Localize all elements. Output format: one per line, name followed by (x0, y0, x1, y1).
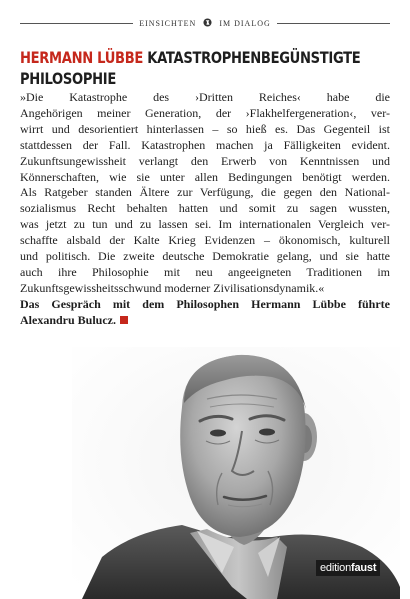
quote-line: sozialismus Recht behalten hatten und somit zu sagen wussten, (20, 201, 390, 216)
credit-line: Das Gespräch mit dem Philosophen Hermann Lübbe führte (20, 296, 390, 311)
series-label-left: EINSICHTEN (139, 19, 197, 28)
headline-line-1 (20, 48, 361, 67)
blurb-text (20, 90, 390, 329)
quote-line: Zukunftsgewissheitsschwund moderner Zivilisationsdynamik.« (20, 280, 325, 295)
quote-line: Könnerschaften, wie sie unter allen Bedingungen benötigt werden. (20, 169, 390, 184)
quote-line: wirrt und desorientiert hinterlassen – so hieß es. Das Gegenteil ist (20, 121, 390, 136)
series-rule-right (277, 23, 390, 24)
publisher-logo-part1: edition (320, 562, 352, 574)
publisher-logo-part2: faust (351, 562, 377, 574)
quote-line: auch ihre Philosophie mit neu angeeigneten Traditionen im (20, 264, 390, 279)
quote-line: »Die Katastrophe des ›Dritten Reiches‹ habe die (20, 90, 390, 104)
credit-line-text: Alexandru Bulucz. (20, 312, 117, 327)
faust-seal-icon (203, 18, 212, 27)
quote-line: stattdessen der Fall. Katastrophen machen ja Fälligkeiten evident. (20, 137, 390, 152)
quote-line: was jetzt zu tun und zu lassen sei. Im internationalen Vergleich ver- (20, 217, 390, 232)
end-square-icon (120, 316, 128, 324)
series-label-right: IM DIALOG (219, 19, 271, 28)
publisher-logo (316, 560, 380, 576)
quote-line: schaffte alsbald der Kalte Krieg Evidenzen – ökonomisch, kulturell (20, 233, 390, 248)
author-name: HERMANN LÜBBE (20, 48, 144, 67)
book-title-part-1: KATASTROPHENBEGÜNSTIGTE (147, 48, 361, 67)
credit-line-last (20, 313, 390, 329)
book-title-part-2: PHILOSOPHIE (20, 69, 116, 88)
series-rule-left (20, 23, 133, 24)
series-label (138, 18, 272, 28)
quote-line: Zukunftsungewissheit verlangt den Erwerb von Kenntnissen und (20, 153, 390, 168)
series-header (20, 17, 390, 31)
quote-line: Als Ratgeber standen Ältere zur Verfügung, die gegen den National- (20, 185, 390, 200)
quote-line: Angehörigen meiner Generation, der ›Flakhelfergeneration‹, ver- (20, 105, 390, 120)
quote-line: und politisch. Die zweite deutsche Demokratie gelang, und sie hatte (20, 249, 390, 264)
